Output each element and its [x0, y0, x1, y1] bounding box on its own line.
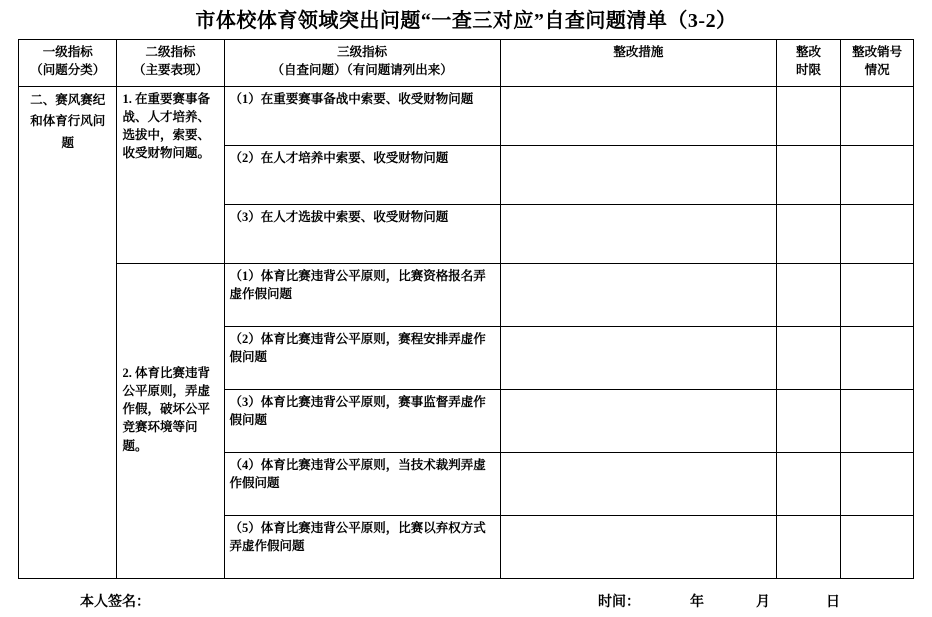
level1-label: 二、赛风赛纪和体育行风问题 — [30, 93, 106, 150]
status-cell[interactable] — [841, 205, 914, 264]
header-status — [841, 40, 914, 87]
level3-label: （1）在重要赛事备战中索要、收受财物问题 — [229, 92, 474, 106]
measures-cell[interactable] — [500, 327, 776, 390]
level3-label: （2）体育比赛违背公平原则，赛程安排弄虚作假问题 — [229, 332, 486, 365]
level1-cell — [19, 87, 117, 579]
header-level3-line2: （自查问题）（有问题请列出来） — [271, 63, 453, 78]
level2-label-1: 1. 在重要赛事备战、人才培养、选拔中，索要、收受财物问题。 — [122, 92, 210, 161]
header-level2-line1: 二级指标 — [145, 45, 196, 59]
level2-label-2: 2. 体育比赛违背公平原则，弄虚作假，破坏公平竞赛环境等问题。 — [122, 366, 210, 453]
measures-cell[interactable] — [500, 264, 776, 327]
level3-label: （2）在人才培养中索要、收受财物问题 — [229, 151, 449, 165]
level3-label: （5）体育比赛违背公平原则，比赛以弃权方式弄虚作假问题 — [229, 521, 486, 554]
status-cell[interactable] — [841, 453, 914, 516]
header-level1-line1: 一级指标 — [42, 45, 93, 59]
deadline-cell[interactable] — [776, 205, 840, 264]
level3-cell — [224, 146, 500, 205]
measures-cell[interactable] — [500, 146, 776, 205]
level3-cell — [224, 516, 500, 579]
status-cell[interactable] — [841, 516, 914, 579]
deadline-cell[interactable] — [776, 327, 840, 390]
header-measures — [500, 40, 776, 87]
header-level1 — [19, 40, 117, 87]
level3-label: （3）体育比赛违背公平原则，赛事监督弄虚作假问题 — [229, 395, 486, 428]
header-level3 — [224, 40, 500, 87]
measures-cell[interactable] — [500, 516, 776, 579]
level3-cell — [224, 327, 500, 390]
time-label: 时间： — [598, 595, 640, 610]
header-level1-line2: （问题分类） — [30, 63, 106, 78]
measures-cell[interactable] — [500, 205, 776, 264]
status-cell[interactable] — [841, 264, 914, 327]
header-level2-line2: （主要表现） — [133, 63, 209, 78]
status-cell[interactable] — [841, 146, 914, 205]
measures-cell[interactable] — [500, 87, 776, 146]
level3-label: （3）在人才选拔中索要、收受财物问题 — [229, 210, 449, 224]
deadline-cell[interactable] — [776, 87, 840, 146]
status-cell[interactable] — [841, 327, 914, 390]
level3-cell — [224, 264, 500, 327]
deadline-cell[interactable] — [776, 146, 840, 205]
month-label: 月 — [756, 595, 770, 610]
level3-cell — [224, 205, 500, 264]
page-title: 市体校体育领域突出问题“一查三对应”自查问题清单（3-2） — [195, 10, 737, 32]
level2-cell-1 — [117, 87, 224, 264]
header-status-line1: 整改销号 — [852, 45, 903, 59]
form-footer — [18, 589, 914, 617]
header-deadline-line2: 时限 — [796, 63, 822, 78]
header-measures-line1: 整改措施 — [613, 45, 664, 59]
header-status-line2: 情况 — [864, 63, 890, 78]
level3-label: （1）体育比赛违背公平原则，比赛资格报名弄虚作假问题 — [229, 269, 486, 302]
self-inspection-table — [18, 39, 914, 579]
day-label: 日 — [826, 595, 840, 610]
header-level3-line1: 三级指标 — [337, 45, 388, 59]
level3-cell — [224, 453, 500, 516]
deadline-cell[interactable] — [776, 453, 840, 516]
deadline-cell[interactable] — [776, 264, 840, 327]
deadline-cell[interactable] — [776, 390, 840, 453]
table-row — [19, 87, 914, 146]
status-cell[interactable] — [841, 390, 914, 453]
measures-cell[interactable] — [500, 390, 776, 453]
document-page — [0, 4, 932, 610]
measures-cell[interactable] — [500, 453, 776, 516]
header-deadline — [776, 40, 840, 87]
table-header-row — [19, 40, 914, 87]
table-row — [19, 264, 914, 327]
status-cell[interactable] — [841, 87, 914, 146]
level3-cell — [224, 390, 500, 453]
deadline-cell[interactable] — [776, 516, 840, 579]
level3-cell — [224, 87, 500, 146]
level2-cell-2 — [117, 264, 224, 579]
signature-label: 本人签名： — [80, 595, 150, 610]
header-level2 — [117, 40, 224, 87]
header-deadline-line1: 整改 — [796, 45, 822, 59]
level3-label: （4）体育比赛违背公平原则，当技术裁判弄虚作假问题 — [229, 458, 486, 491]
year-label: 年 — [690, 595, 704, 610]
